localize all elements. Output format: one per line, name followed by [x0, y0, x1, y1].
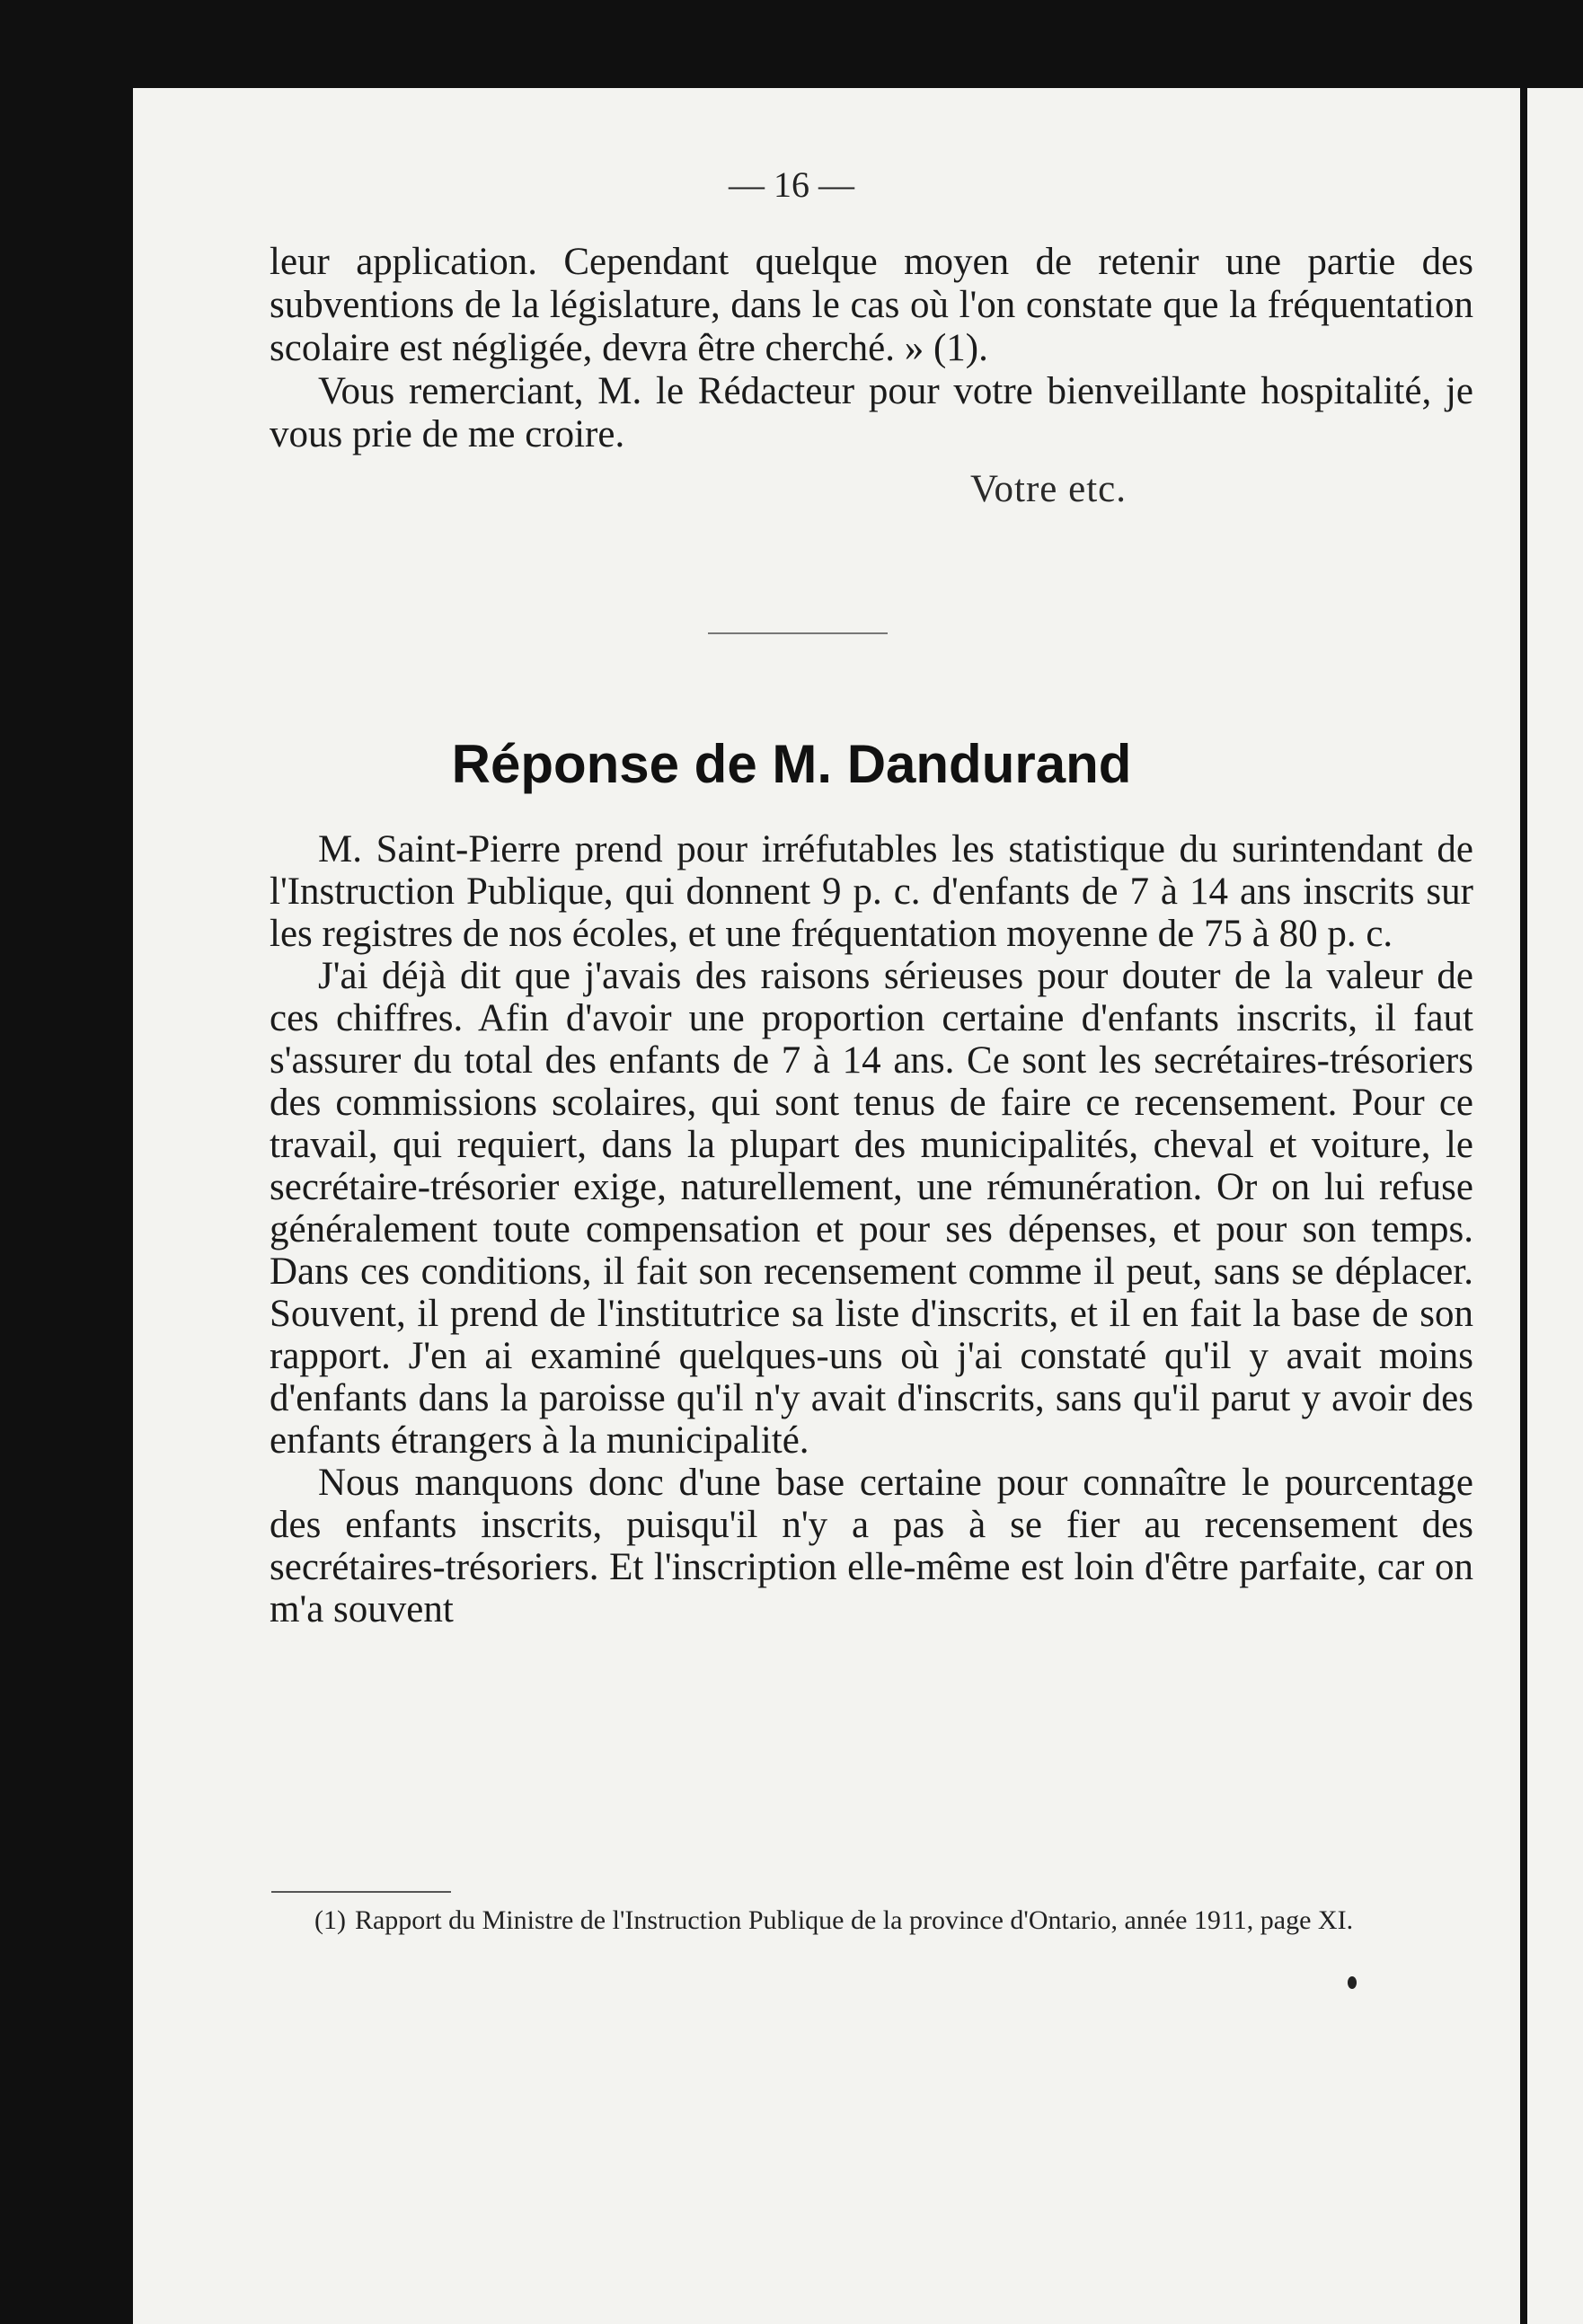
adjacent-page-edge [1527, 88, 1583, 2324]
body-paragraph: Nous manquons donc d'une base certaine pour connaître le pourcentage des enfants inscrits, puisqu'il n'y a pas à se fier au recensement des secrétaires-trésoriers. Et l'inscription elle-même est loin d'être parfaite, car on m'a souvent [270, 1462, 1473, 1630]
ink-speck [1348, 1976, 1357, 1989]
page-gutter-divider [1520, 88, 1526, 2324]
body-paragraph: M. Saint-Pierre prend pour irréfutables les statistique du surintendant de l'Instruction Publique, qui donnent 9 p. c. d'enfants de 7 à 14 ans inscrits sur les registres de nos écoles, et une fréquentation moyenne de 75 à 80 p. c. [270, 828, 1473, 955]
section-divider-rule [708, 632, 888, 634]
body-paragraph: J'ai déjà dit que j'avais des raisons sérieuses pour douter de la valeur de ces chiffres. Afin d'avoir une proportion certaine d'enfants inscrits, il faut s'assurer du total des enfants de 7 à 14 ans. Ce sont les secrétaires-trésoriers des commissions scolaires, qui sont tenus de faire ce recensement. Pour ce travail, qui requiert, dans la plupart des municipalités, cheval et voiture, le secrétaire-trésorier exige, naturellement, une rémunération. Or on lui refuse généralement toute compensation et pour ses dépenses, et pour son temps. Dans ces conditions, il fait son recensement comme il peut, sans se déplacer. Souvent, il prend de l'institutrice sa liste d'inscrits, et il en fait la base de son rapport. J'en ai examiné quelques-uns où j'ai constaté qu'il y avait moins d'enfants dans la paroisse qu'il n'y avait d'inscrits, sans qu'il parut y avoir des enfants étrangers à la municipalité. [270, 955, 1473, 1462]
continued-paragraph: leur application. Cependant quelque moyen de retenir une partie des subventions de la législature, dans le cas où l'on constate que la fréquentation scolaire est négligée, devra être cherché. » (1). [270, 241, 1473, 369]
page-number: — 16 — [729, 164, 854, 205]
section-heading: Réponse de M. Dandurand [451, 734, 1132, 794]
footnote-rule [271, 1891, 451, 1893]
closing-paragraph: Vous remerciant, M. le Rédacteur pour votre bienveillante hospitalité, je vous prie de me croire. [270, 370, 1473, 455]
footnote [270, 1904, 1473, 1937]
footnote-text: Rapport du Ministre de l'Instruction Publique de la province d'Ontario, année 1911, page XI. [354, 1905, 1354, 1935]
letter-signoff: Votre etc. [970, 468, 1127, 510]
section-body [270, 828, 1473, 1630]
footnote-marker: (1) [314, 1905, 346, 1935]
continued-text-block [270, 241, 1473, 456]
